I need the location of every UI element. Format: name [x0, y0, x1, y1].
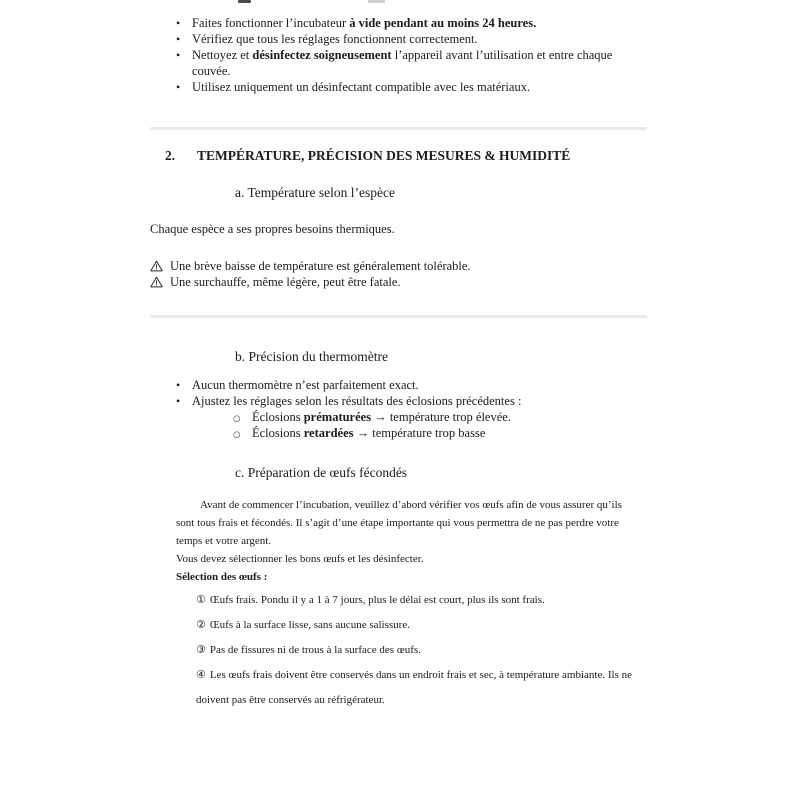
egg-selection-list: [196, 588, 640, 713]
numbered-list-item: [196, 613, 640, 638]
sub-list-item-text-bold: retardées: [303, 426, 354, 440]
list-item-text: Nettoyez et: [192, 48, 253, 62]
bullet-icon: •: [176, 48, 181, 62]
circled-number-icon: ④: [196, 669, 206, 681]
sub-list-item-text: Éclosions: [252, 426, 304, 440]
sub-list-item-text: → température trop basse: [353, 426, 486, 440]
warning-list: [150, 258, 650, 290]
list-item: [176, 377, 634, 393]
numbered-list-item-text: Œufs à la surface lisse, sans aucune salissure.: [209, 619, 410, 631]
egg-preparation-block: [176, 496, 640, 713]
list-item-text: l’appareil avant l’utilisation et entre chaque couvée.: [192, 48, 613, 78]
bullet-icon: •: [176, 80, 181, 94]
list-item: [176, 79, 634, 95]
selection-heading: Sélection des œufs :: [176, 571, 268, 583]
list-item-text: Utilisez uniquement un désinfectant compatible avec les matériaux.: [192, 80, 531, 94]
numbered-list-item: [196, 588, 640, 613]
warning-line: [150, 274, 650, 290]
subsection-heading-c: c. Préparation de œufs fécondés: [235, 465, 408, 480]
subsection-heading-a: a. Température selon l’espèce: [235, 185, 395, 200]
list-item-text-bold: à vide pendant au moins 24 heures.: [349, 16, 537, 30]
list-item: [176, 393, 634, 409]
section-divider: [150, 127, 647, 130]
circled-number-icon: ①: [196, 594, 206, 606]
subsection-heading-b: b. Précision du thermomètre: [235, 349, 388, 364]
bullet-icon: •: [176, 16, 181, 30]
section-divider: [150, 315, 647, 318]
list-item-text: Faites fonctionner l’incubateur: [192, 16, 350, 30]
section-heading: [165, 147, 650, 164]
sub-list-item: [232, 425, 650, 441]
sub-list-item-text: → température trop élevée.: [371, 410, 511, 424]
warning-icon: [150, 260, 163, 272]
list-item-text: Vérifiez que tous les réglages fonctionnent correctement.: [192, 32, 478, 46]
sub-list-item-text: Éclosions: [252, 410, 304, 424]
numbered-list-item: [196, 638, 640, 663]
section-title: TEMPÉRATURE, PRÉCISION DES MESURES & HUMIDITÉ: [197, 148, 571, 163]
list-item: [176, 31, 634, 47]
bullet-icon: •: [176, 394, 181, 408]
circled-number-icon: ②: [196, 619, 206, 631]
clipped-text-fragment: [368, 0, 385, 3]
numbered-list-item-text: Pas de fissures ni de trous à la surface des œufs.: [209, 644, 421, 656]
bullet-icon: •: [176, 32, 181, 46]
paragraph: Avant de commencer l’incubation, veuillez d’abord vérifier vos œufs afin de vous assurer qu’ils sont tous frais et fécondés. Il s’agit d’une étape importante qui vous permettra de ne pas perdre votre temps et votre argent.: [176, 499, 622, 547]
circle-bullet-icon: ○: [233, 414, 241, 424]
clipped-text-fragment: [238, 0, 251, 3]
list-item: [176, 15, 634, 31]
sub-list-item: [232, 409, 650, 425]
list-item-text: Aucun thermomètre n’est parfaitement exact.: [192, 378, 419, 392]
list-item-text-bold: désinfectez soigneusement: [252, 48, 392, 62]
paragraph: Chaque espèce a ses propres besoins thermiques.: [150, 222, 395, 236]
warning-text: Une brève baisse de température est généralement tolérable.: [170, 259, 471, 273]
thermometer-bullet-list: [176, 377, 634, 409]
warning-line: [150, 258, 650, 274]
numbered-list-item-text: Œufs frais. Pondu il y a 1 à 7 jours, plus le délai est court, plus ils sont frais.: [209, 594, 545, 606]
list-item-text: Ajustez les réglages selon les résultats des éclosions précédentes :: [192, 394, 522, 408]
circled-number-icon: ③: [196, 644, 206, 656]
paragraph: Vous devez sélectionner les bons œufs et les désinfecter.: [176, 553, 424, 565]
section-number: 2.: [165, 148, 176, 163]
numbered-list-item: [196, 663, 640, 713]
intro-bullet-list: [176, 15, 634, 95]
thermometer-sub-list: [232, 409, 650, 441]
list-item: [176, 47, 634, 79]
bullet-icon: •: [176, 378, 181, 392]
numbered-list-item-text: Les œufs frais doivent être conservés dans un endroit frais et sec, à température ambiante. Ils ne doivent pas être conservés au réfrigérateur.: [196, 669, 632, 706]
warning-icon: [150, 276, 163, 288]
sub-list-item-text-bold: prématurées: [303, 410, 372, 424]
circle-bullet-icon: ○: [233, 430, 241, 440]
document-column: [150, 0, 650, 713]
warning-text: Une surchauffe, même légère, peut être fatale.: [170, 275, 401, 289]
